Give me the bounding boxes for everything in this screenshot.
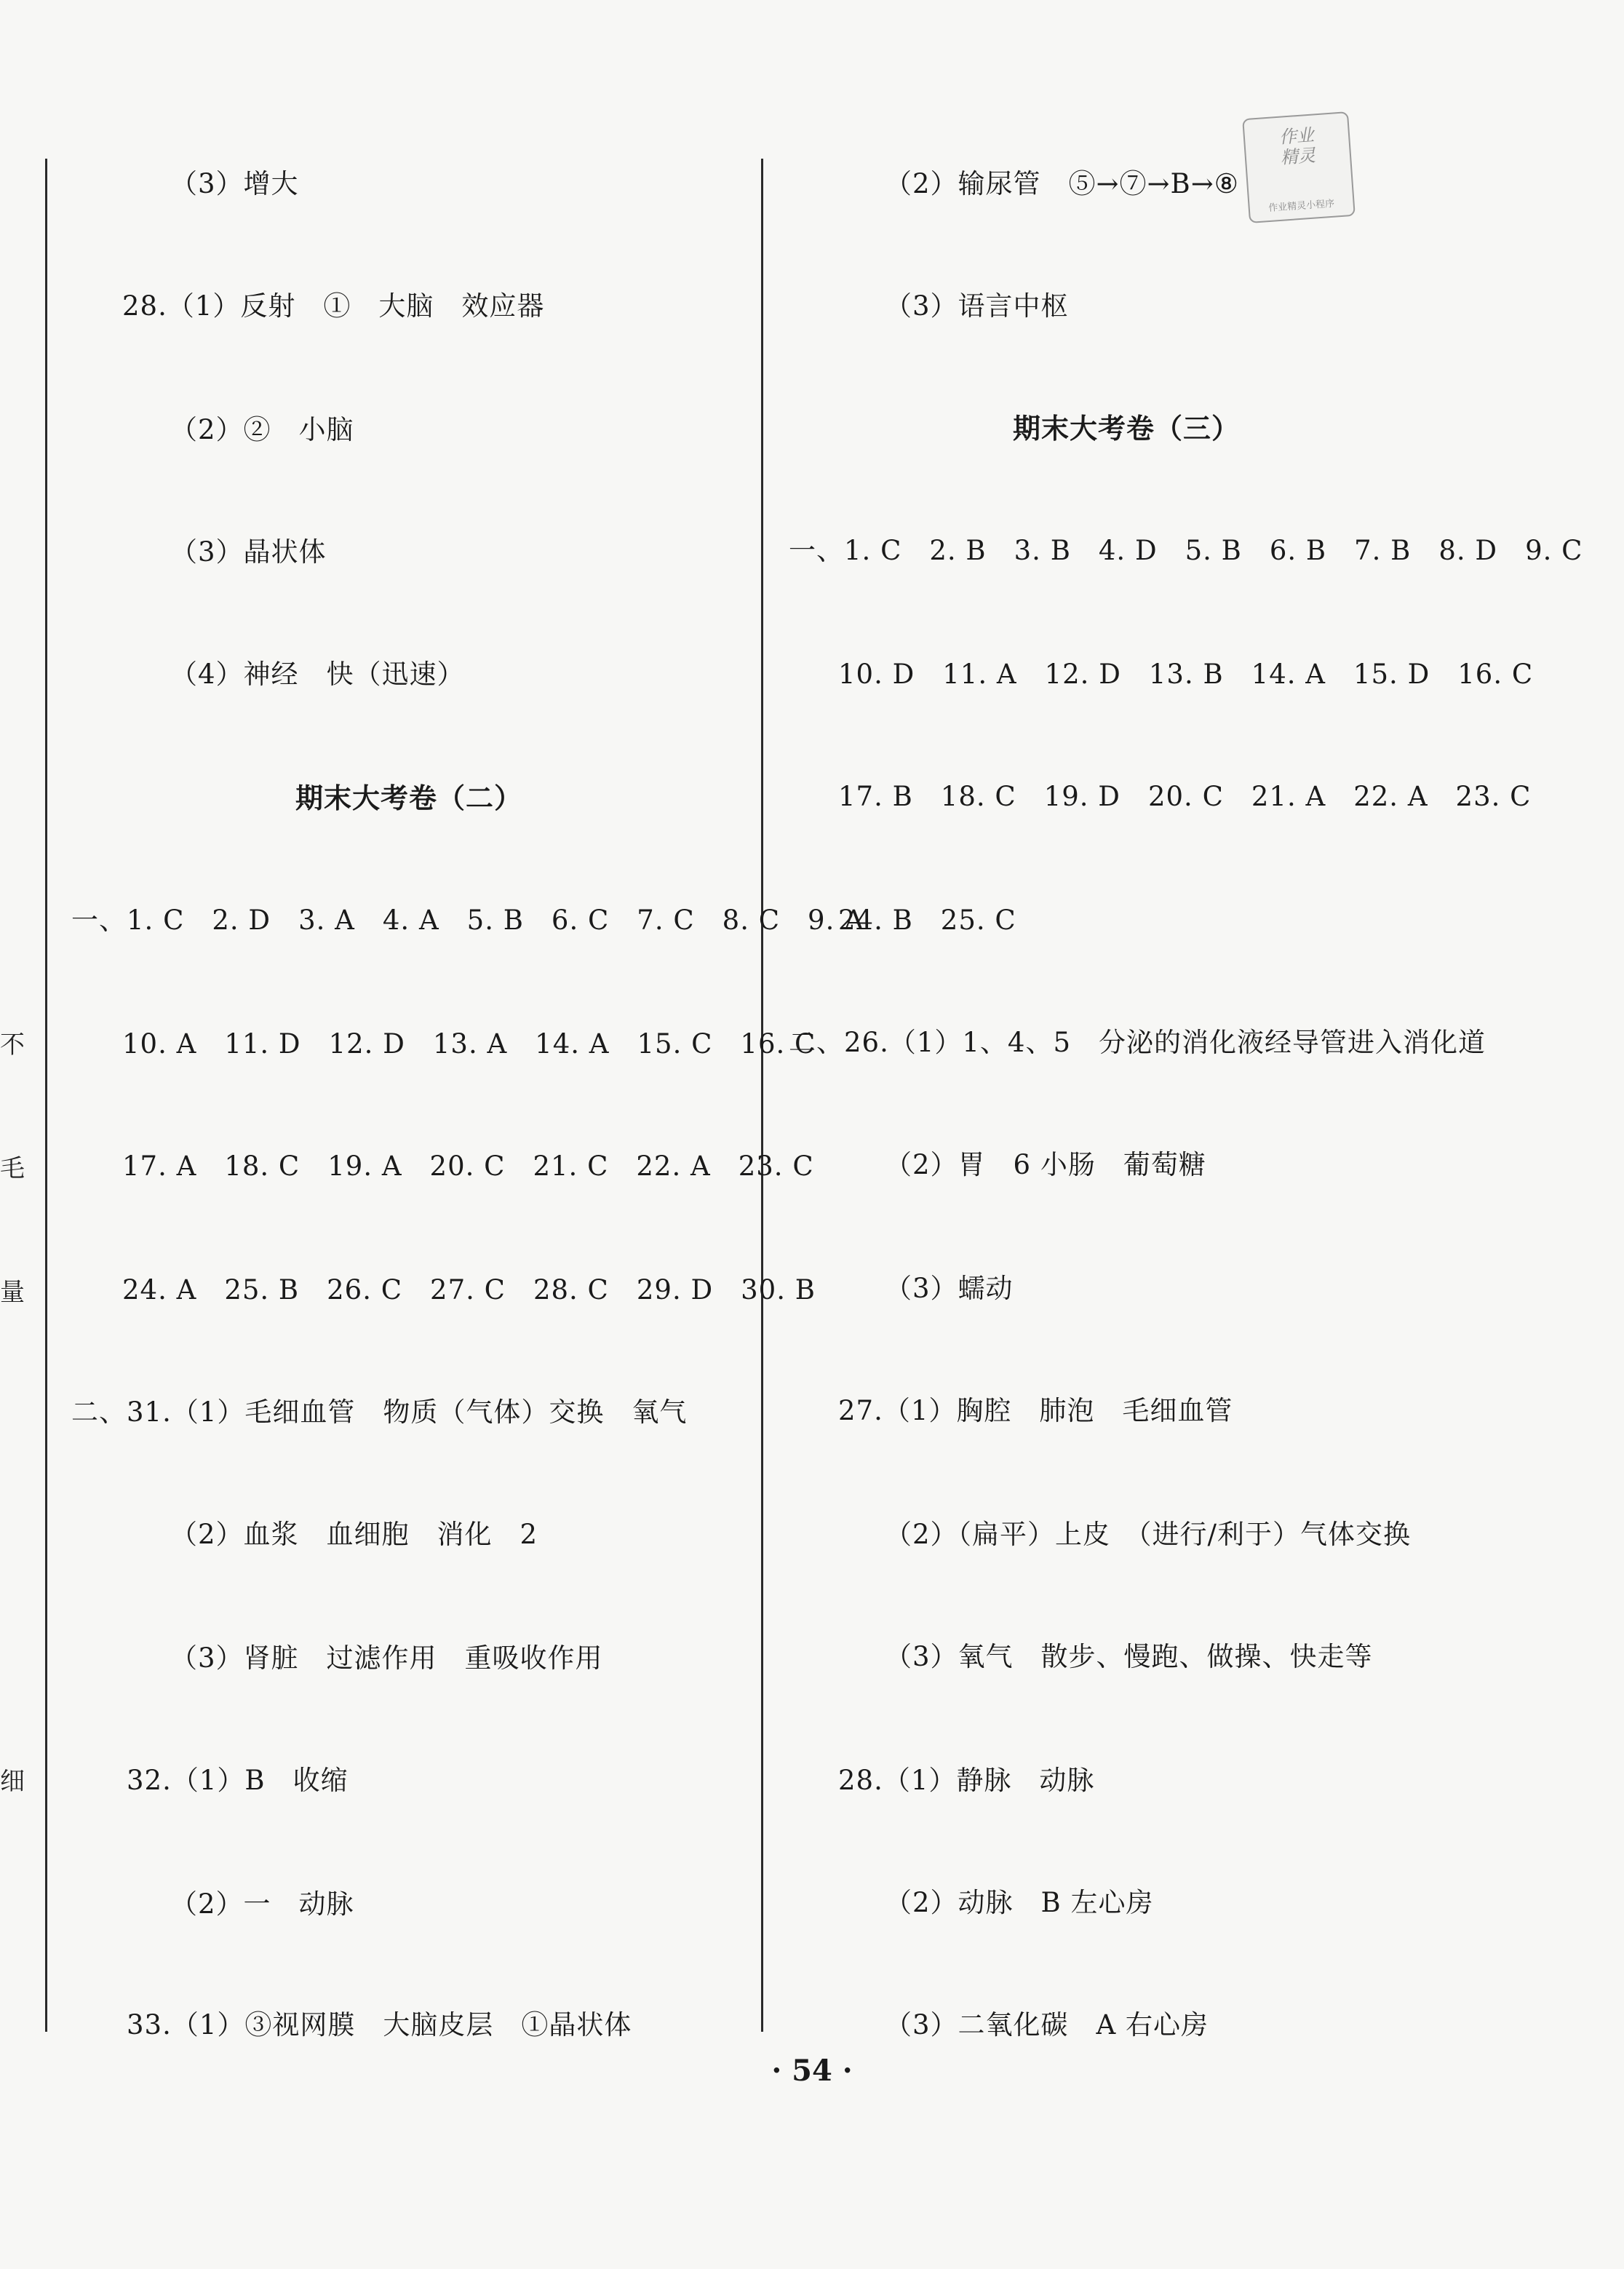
answer-line: 17. A 18. C 19. A 20. C 21. C 22. A 23. C [122,1151,814,1182]
answer-line: 10. D 11. A 12. D 13. B 14. A 15. D 16. C [838,659,1534,690]
answer-line: 28.（1）反射 ① 大脑 效应器 [122,290,545,322]
edge-char: 毛 [0,1154,25,1183]
answer-line: 10. A 11. D 12. D 13. A 14. A 15. C 16. C [122,1028,816,1060]
answer-line: （3）蠕动 [885,1273,1014,1304]
answer-line: （2）② 小脑 [170,414,354,445]
answer-line: （2）胃 6 小肠 葡萄糖 [885,1149,1206,1180]
column-rule-left [45,159,47,2032]
answer-line: 33.（1）③视网膜 大脑皮层 ①晶状体 [127,2009,632,2040]
answer-line: （3）二氧化碳 A 右心房 [885,2009,1209,2040]
section-title: 期末大考卷（二） [295,782,523,814]
edge-char: 不 [0,1030,25,1060]
page-number: · 54 · [771,2054,853,2088]
watermark-stamp [1242,111,1356,223]
answer-line: 二、31.（1）毛细血管 物质（气体）交换 氧气 [71,1396,688,1428]
answer-line: 一、1. C 2. D 3. A 4. A 5. B 6. C 7. C 8. C 9. A [71,905,864,936]
answer-line: （2）动脉 B 左心房 [885,1887,1154,1918]
answer-line: （2）一 动脉 [170,1888,354,1920]
answer-line: 28.（1）静脉 动脉 [838,1765,1095,1796]
edge-char: 细 [0,1767,25,1796]
answer-line: 27.（1）胸腔 肺泡 毛细血管 [838,1395,1233,1426]
stamp-caption: 作业精灵小程序 [1267,198,1335,215]
stamp-text: 作业 精灵 [1278,124,1316,168]
answer-line: 一、1. C 2. B 3. B 4. D 5. B 6. B 7. B 8. D 9. C [789,535,1583,566]
edge-char: 量 [0,1278,25,1307]
column-rule-middle [761,159,763,2032]
answer-line: （2）输尿管 ⑤→⑦→B→⑧ [885,168,1239,199]
answer-line: 二、26.（1）1、4、5 分泌的消化液经导管进入消化道 [789,1027,1486,1058]
answer-line: 24. B 25. C [838,905,1016,936]
answer-line: （2）血浆 血细胞 消化 2 [170,1519,538,1550]
answer-line: （3）肾脏 过滤作用 重吸收作用 [170,1642,603,1674]
answer-line: （4）神经 快（迅速） [170,659,465,690]
answer-line: （3）语言中枢 [885,290,1069,322]
answer-line: 24. A 25. B 26. C 27. C 28. C 29. D 30. B [122,1274,816,1306]
answer-line: （3）氧气 散步、慢跑、做操、快走等 [885,1641,1373,1672]
answer-line: （3）晶状体 [170,536,327,568]
section-title: 期末大考卷（三） [1013,412,1241,445]
answer-line: 32.（1）B 收缩 [127,1765,349,1796]
answer-line: （2）（扁平）上皮 （进行/利于）气体交换 [885,1519,1412,1550]
answer-line: 17. B 18. C 19. D 20. C 21. A 22. A 23. C [838,781,1532,812]
answer-line: （3）增大 [170,168,299,199]
